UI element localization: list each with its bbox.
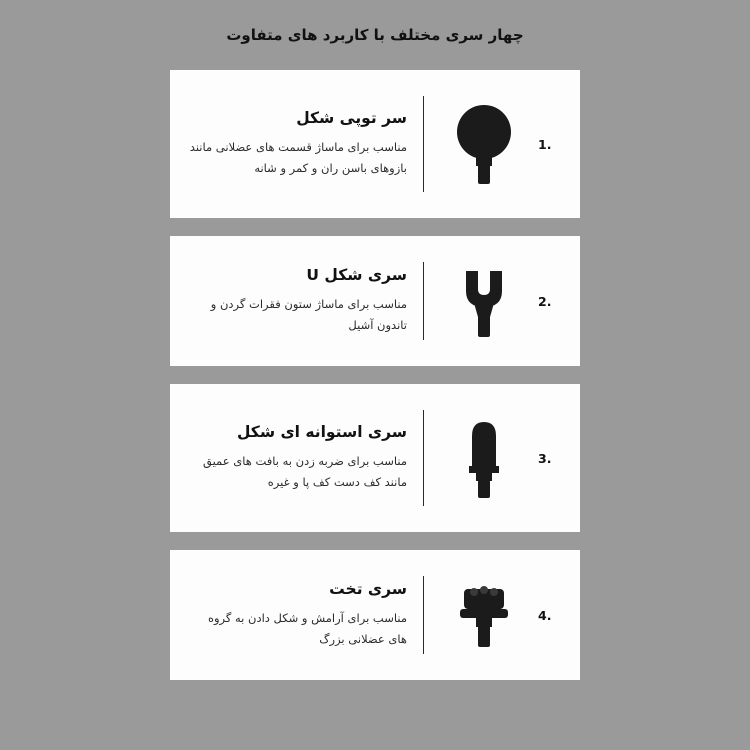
- ball-head-icon: [436, 80, 532, 208]
- attachment-description-3: مناسب برای ضربه زدن به بافت های عمیق مانند کف دست کف پا و غیره: [203, 453, 407, 489]
- cylinder-head-icon: [436, 394, 532, 522]
- attachment-text-3: [182, 423, 413, 494]
- attachment-figure-col-2: [436, 246, 564, 356]
- attachment-description-2: مناسب برای ماساژ ستون فقرات گردن و تاندون آشیل: [210, 296, 407, 332]
- attachment-description-1: مناسب برای ماساژ قسمت های عضلانی مانند بازوهای باسن ران و کمر و شانه: [189, 139, 407, 175]
- attachment-title-3: سری استوانه ای شکل: [236, 422, 407, 441]
- card-divider-3: [423, 410, 424, 506]
- attachment-text-4: [182, 580, 413, 651]
- attachment-card-3: [170, 384, 580, 532]
- attachment-figure-col-4: [436, 560, 564, 670]
- attachment-description-4: مناسب برای آرامش و شکل دادن به گروه های عضلانی بزرگ: [207, 610, 407, 646]
- card-divider-4: [423, 576, 424, 654]
- card-divider-2: [423, 262, 424, 340]
- attachment-card-4: [170, 550, 580, 680]
- attachment-index-2: 2.: [538, 293, 552, 309]
- attachment-figure-col-1: [436, 80, 564, 208]
- attachment-card-1: [170, 70, 580, 218]
- attachment-text-1: [182, 109, 413, 180]
- attachment-figure-col-3: [436, 394, 564, 522]
- u-shape-head-icon: [436, 246, 532, 356]
- attachment-text-2: [182, 266, 413, 337]
- attachment-title-4: سری تخت: [329, 579, 407, 598]
- card-divider-1: [423, 96, 424, 192]
- attachment-card-list: [0, 70, 750, 680]
- attachment-index-1: 1.: [538, 136, 552, 152]
- flat-head-icon: [436, 560, 532, 670]
- attachment-title-2: سری شکل U: [306, 265, 407, 284]
- attachment-title-1: سر توپی شکل: [296, 108, 407, 127]
- attachment-index-4: 4.: [538, 607, 552, 623]
- page-title: چهار سری مختلف با کاربرد های متفاوت: [226, 26, 524, 44]
- attachment-index-3: 3.: [538, 450, 552, 466]
- attachment-card-2: [170, 236, 580, 366]
